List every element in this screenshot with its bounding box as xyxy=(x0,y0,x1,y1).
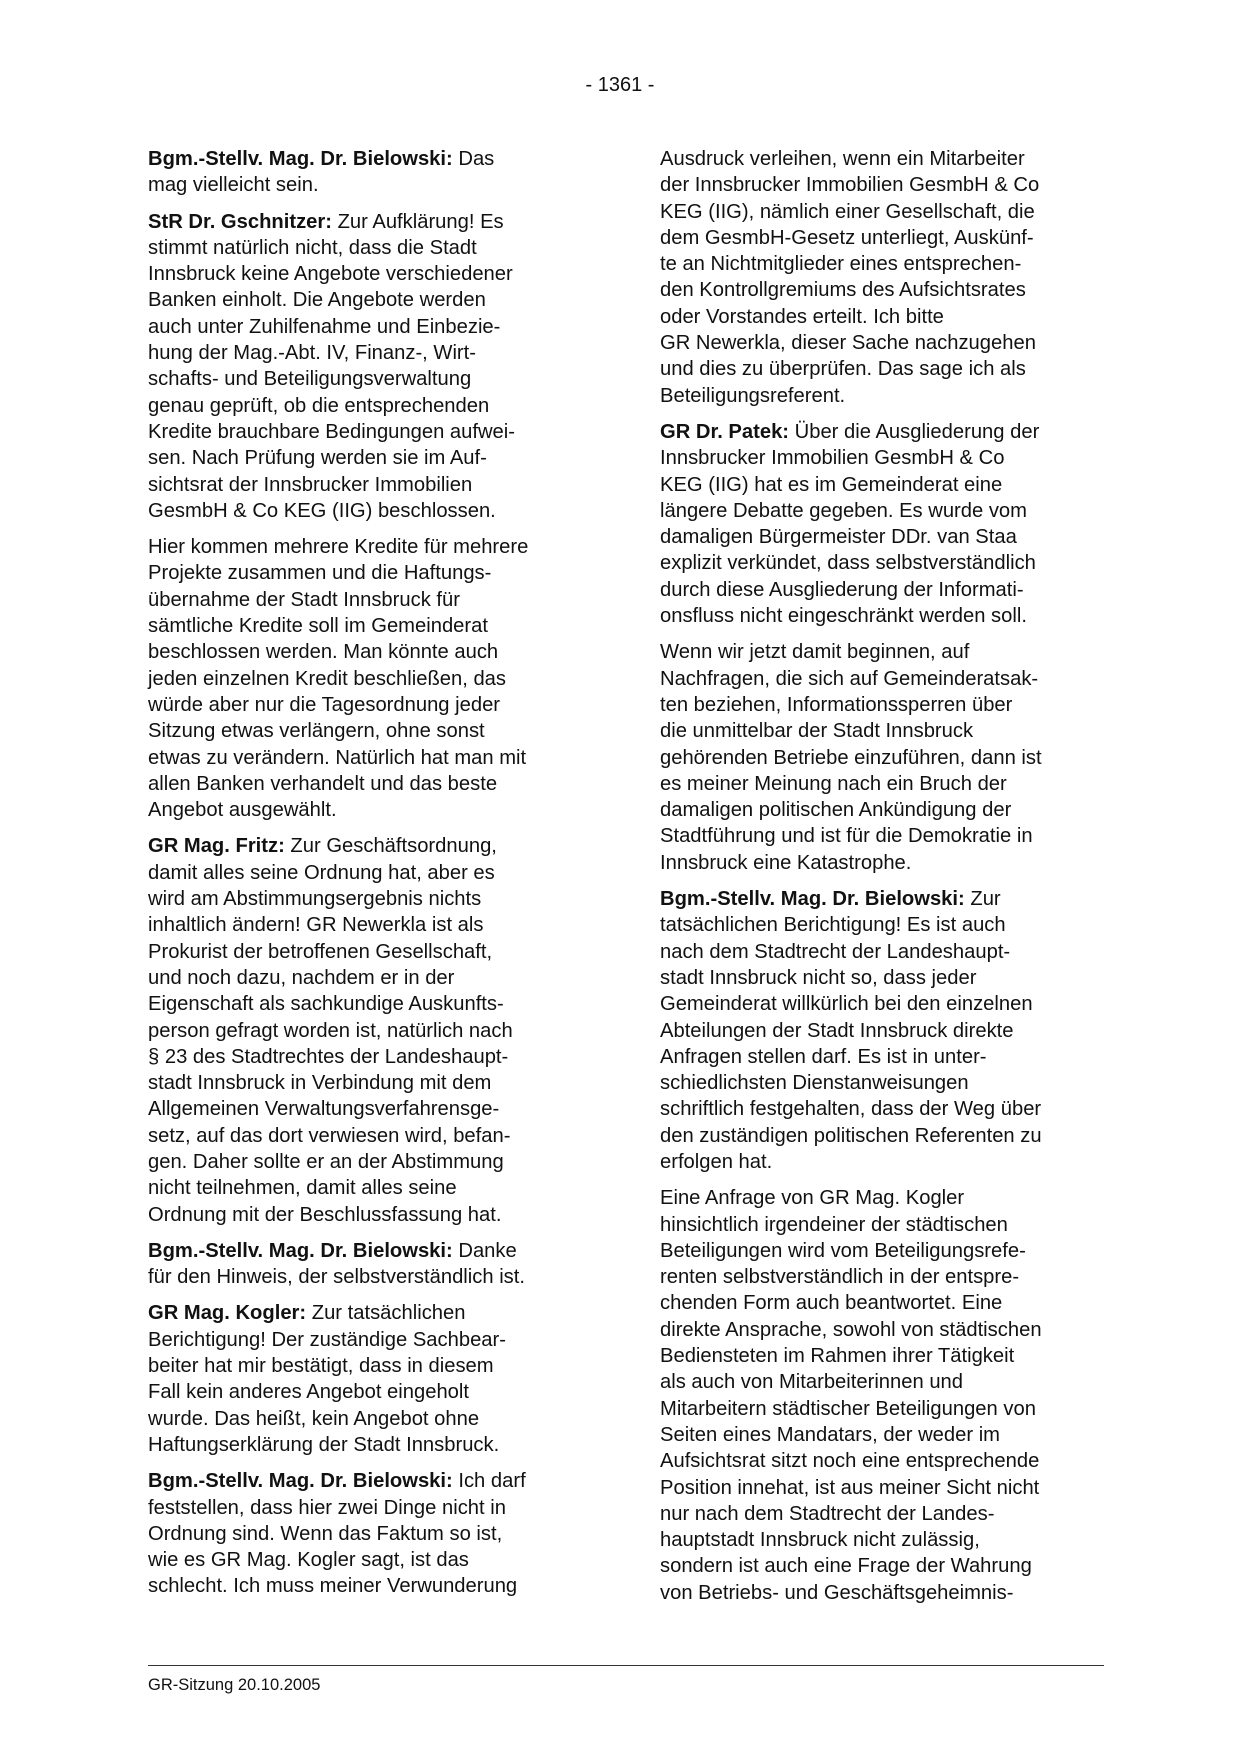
text-line xyxy=(148,833,598,859)
text-line xyxy=(660,472,1110,498)
text-line xyxy=(148,1379,598,1405)
text-line xyxy=(660,1396,1110,1422)
text-line xyxy=(660,1448,1110,1474)
line-text: stadt Innsbruck nicht so, dass jeder xyxy=(660,966,977,989)
text-line xyxy=(660,1501,1110,1527)
line-text: nach dem Stadtrecht der Landeshaupt- xyxy=(660,940,1011,963)
line-text: explizit verkündet, dass selbstverständlich xyxy=(660,552,1036,575)
text-line xyxy=(148,965,598,991)
line-text: Abteilungen der Stadt Innsbruck direkte xyxy=(660,1019,1014,1042)
speaker-name: GR Dr. Patek: xyxy=(660,420,790,443)
line-text: schiedlichsten Dienstanweisungen xyxy=(660,1072,969,1095)
line-text: dem GesmbH-Gesetz unterliegt, Auskünf- xyxy=(660,226,1034,249)
line-text: oder Vorstandes erteilt. Ich bitte xyxy=(660,305,944,328)
paragraph xyxy=(148,534,598,823)
text-line xyxy=(660,1149,1110,1175)
text-line xyxy=(148,472,598,498)
line-text: GR Newerkla, dieser Sache nachzugehen xyxy=(660,332,1036,355)
text-line xyxy=(148,393,598,419)
text-line xyxy=(660,965,1110,991)
text-line xyxy=(660,146,1110,172)
text-line xyxy=(660,277,1110,303)
text-line xyxy=(660,771,1110,797)
text-line xyxy=(148,912,598,938)
line-text: Haftungserklärung der Stadt Innsbruck. xyxy=(148,1433,500,1456)
text-line xyxy=(660,797,1110,823)
speaker-name: Bgm.-Stellv. Mag. Dr. Bielowski: xyxy=(148,148,453,170)
text-line xyxy=(148,1123,598,1149)
line-text: jeden einzelnen Kredit beschließen, das xyxy=(148,667,507,690)
text-line xyxy=(148,498,598,524)
text-line xyxy=(660,692,1110,718)
line-text: renten selbstverständlich in der entspre- xyxy=(660,1266,1020,1289)
line-text: Anfragen stellen darf. Es ist in unter- xyxy=(660,1045,987,1068)
text-line xyxy=(148,1573,598,1599)
line-text: feststellen, dass hier zwei Dinge nicht in xyxy=(148,1496,506,1519)
text-line xyxy=(660,745,1110,771)
text-line xyxy=(148,1327,598,1353)
line-text: längere Debatte gegeben. Es wurde vom xyxy=(660,499,1027,522)
line-text: hauptstadt Innsbruck nicht zulässig, xyxy=(660,1529,980,1552)
line-text: Zur tatsächlichen xyxy=(306,1302,466,1325)
page-number: - 1361 - xyxy=(585,74,655,96)
text-line xyxy=(660,886,1110,912)
text-line xyxy=(148,639,598,665)
text-line xyxy=(660,419,1110,445)
text-line xyxy=(660,251,1110,277)
line-text: und dies zu überprüfen. Das sage ich als xyxy=(660,358,1026,381)
text-line xyxy=(148,587,598,613)
text-line xyxy=(148,1495,598,1521)
text-line xyxy=(660,1527,1110,1553)
speaker-name: GR Mag. Kogler: xyxy=(148,1302,307,1325)
text-line xyxy=(660,1369,1110,1395)
text-line xyxy=(148,445,598,471)
text-line xyxy=(660,356,1110,382)
line-text: den zuständigen politischen Referenten zu xyxy=(660,1124,1042,1147)
text-line xyxy=(148,771,598,797)
text-line xyxy=(660,1044,1110,1070)
line-text: Über die Ausgliederung der xyxy=(789,420,1040,443)
text-line xyxy=(148,991,598,1017)
line-text: Eine Anfrage von GR Mag. Kogler xyxy=(660,1187,965,1210)
speaker-name: Bgm.-Stellv. Mag. Dr. Bielowski: xyxy=(148,1470,453,1493)
line-text: Prokurist der betroffenen Gesellschaft, xyxy=(148,940,493,963)
line-text: gehörenden Betriebe einzuführen, dann ist xyxy=(660,746,1042,769)
text-line xyxy=(660,639,1110,665)
text-line xyxy=(148,692,598,718)
text-line xyxy=(148,860,598,886)
text-line xyxy=(148,1096,598,1122)
line-text: Innsbrucker Immobilien GesmbH & Co xyxy=(660,447,1005,470)
text-line xyxy=(660,1580,1110,1606)
text-line xyxy=(148,1070,598,1096)
line-text: schriftlich festgehalten, dass der Weg über xyxy=(660,1098,1042,1121)
line-text: gen. Daher sollte er an der Abstimmung xyxy=(148,1150,504,1173)
line-text: Zur xyxy=(964,888,1001,911)
text-line xyxy=(660,991,1110,1017)
line-text: direkte Ansprache, sowohl von städtischen xyxy=(660,1318,1042,1341)
text-line xyxy=(660,666,1110,692)
line-text: übernahme der Stadt Innsbruck für xyxy=(148,588,460,611)
line-text: onsfluss nicht eingeschränkt werden soll. xyxy=(660,605,1027,628)
line-text: GesmbH & Co KEG (IIG) beschlossen. xyxy=(148,499,496,522)
footer-divider xyxy=(148,1665,1104,1666)
line-text: Mitarbeitern städtischer Beteiligungen von xyxy=(660,1397,1036,1420)
text-line xyxy=(148,1149,598,1175)
paragraph xyxy=(148,209,598,525)
line-text: stadt Innsbruck in Verbindung mit dem xyxy=(148,1072,492,1095)
line-text: inhaltlich ändern! GR Newerkla ist als xyxy=(148,914,484,937)
paragraph xyxy=(660,886,1110,1175)
line-text: als auch von Mitarbeiterinnen und xyxy=(660,1371,963,1394)
text-line xyxy=(148,1432,598,1458)
text-line xyxy=(660,524,1110,550)
text-line xyxy=(660,1212,1110,1238)
line-text: chenden Form auch beantwortet. Eine xyxy=(660,1292,1003,1315)
text-line xyxy=(660,1553,1110,1579)
line-text: schlecht. Ich muss meiner Verwunderung xyxy=(148,1575,518,1598)
line-text: Nachfragen, die sich auf Gemeinderatsak- xyxy=(660,667,1039,690)
text-line xyxy=(148,1468,598,1494)
line-text: wie es GR Mag. Kogler sagt, ist das xyxy=(148,1549,469,1572)
line-text: Zur Geschäftsordnung, xyxy=(284,835,497,858)
line-text: Das xyxy=(452,148,495,170)
text-line xyxy=(148,261,598,287)
line-text: Allgemeinen Verwaltungsverfahrensge- xyxy=(148,1098,500,1121)
line-text: schafts- und Beteiligungsverwaltung xyxy=(148,368,472,391)
line-text: sen. Nach Prüfung werden sie im Auf- xyxy=(148,447,487,470)
line-text: Sitzung etwas verlängern, ohne sonst xyxy=(148,720,485,743)
text-line xyxy=(660,383,1110,409)
line-text: Bediensteten im Rahmen ihrer Tätigkeit xyxy=(660,1345,1015,1368)
text-line xyxy=(660,577,1110,603)
text-line xyxy=(148,1202,598,1228)
line-text: Banken einholt. Die Angebote werden xyxy=(148,289,486,312)
line-text: mag vielleicht sein. xyxy=(148,174,319,197)
line-text: durch diese Ausgliederung der Informati- xyxy=(660,578,1024,601)
text-line xyxy=(660,304,1110,330)
line-text: genau geprüft, ob die entsprechenden xyxy=(148,394,490,417)
text-line xyxy=(660,550,1110,576)
speaker-name: StR Dr. Gschnitzer: xyxy=(148,210,332,233)
line-text: beiter hat mir bestätigt, dass in diesem xyxy=(148,1355,494,1378)
line-text: Zur Aufklärung! Es xyxy=(331,210,504,233)
line-text: von Betriebs- und Geschäftsgeheimnis- xyxy=(660,1581,1014,1604)
line-text: te an Nichtmitglieder eines entsprechen- xyxy=(660,253,1022,276)
line-text: hinsichtlich irgendeiner der städtischen xyxy=(660,1213,1008,1236)
paragraph xyxy=(148,1468,598,1599)
line-text: allen Banken verhandelt und das beste xyxy=(148,772,498,795)
line-text: hung der Mag.-Abt. IV, Finanz-, Wirt- xyxy=(148,342,476,365)
line-text: Aufsichtsrat sitzt noch eine entsprechende xyxy=(660,1450,1040,1473)
text-line xyxy=(148,146,598,172)
line-text: Ordnung sind. Wenn das Faktum so ist, xyxy=(148,1522,503,1545)
line-text: es meiner Meinung nach ein Bruch der xyxy=(660,772,1007,795)
line-text: damit alles seine Ordnung hat, aber es xyxy=(148,861,495,884)
line-text: KEG (IIG), nämlich einer Gesellschaft, die xyxy=(660,200,1035,223)
line-text: wurde. Das heißt, kein Angebot ohne xyxy=(148,1407,480,1430)
line-text: tatsächlichen Berichtigung! Es ist auch xyxy=(660,914,1006,937)
text-line xyxy=(148,287,598,313)
line-text: § 23 des Stadtrechtes der Landeshaupt- xyxy=(148,1045,509,1068)
line-text: würde aber nur die Tagesordnung jeder xyxy=(148,693,501,716)
line-text: Kredite brauchbare Bedingungen aufwei- xyxy=(148,420,515,443)
text-line xyxy=(148,340,598,366)
line-text: KEG (IIG) hat es im Gemeinderat eine xyxy=(660,473,1003,496)
line-text: nicht teilnehmen, damit alles seine xyxy=(148,1177,457,1200)
text-line xyxy=(148,666,598,692)
text-line xyxy=(148,1018,598,1044)
line-text: setz, auf das dort verwiesen wird, befan- xyxy=(148,1124,511,1147)
text-line xyxy=(660,330,1110,356)
text-line xyxy=(148,939,598,965)
text-line xyxy=(660,445,1110,471)
text-line xyxy=(660,850,1110,876)
text-line xyxy=(148,235,598,261)
line-text: damaligen politischen Ankündigung der xyxy=(660,799,1012,822)
text-line xyxy=(148,1406,598,1432)
line-text: Ordnung mit der Beschlussfassung hat. xyxy=(148,1203,502,1226)
line-text: Ausdruck verleihen, wenn ein Mitarbeiter xyxy=(660,148,1025,170)
text-line xyxy=(148,797,598,823)
paragraph xyxy=(660,1185,1110,1606)
line-text: nur nach dem Stadtrecht der Landes- xyxy=(660,1502,995,1525)
footer-session-date: GR-Sitzung 20.10.2005 xyxy=(148,1676,321,1694)
text-line xyxy=(148,366,598,392)
line-text: Berichtigung! Der zuständige Sachbear- xyxy=(148,1328,506,1351)
text-line xyxy=(660,1185,1110,1211)
text-line xyxy=(148,419,598,445)
text-line xyxy=(148,534,598,560)
line-text: sämtliche Kredite soll im Gemeinderat xyxy=(148,615,488,638)
line-text: Seiten eines Mandatars, der weder im xyxy=(660,1423,1000,1446)
text-line xyxy=(660,1290,1110,1316)
paragraph xyxy=(660,639,1110,876)
text-line xyxy=(660,1264,1110,1290)
text-line xyxy=(660,1123,1110,1149)
paragraph xyxy=(148,833,598,1227)
text-line xyxy=(660,1070,1110,1096)
line-text: für den Hinweis, der selbstverständlich ist. xyxy=(148,1266,525,1289)
right-column xyxy=(660,146,1110,1616)
paragraph xyxy=(148,1238,598,1291)
line-text: Beteiligungen wird vom Beteiligungsrefe- xyxy=(660,1239,1026,1262)
text-line xyxy=(660,1238,1110,1264)
line-text: Innsbruck eine Katastrophe. xyxy=(660,851,912,874)
paragraph xyxy=(148,146,598,199)
text-line xyxy=(148,1300,598,1326)
text-line xyxy=(148,172,598,198)
paragraph xyxy=(660,419,1110,629)
text-line xyxy=(660,1317,1110,1343)
text-line xyxy=(660,1422,1110,1448)
text-line xyxy=(148,1521,598,1547)
left-column xyxy=(148,146,598,1610)
line-text: etwas zu verändern. Natürlich hat man mit xyxy=(148,746,527,769)
line-text: der Innsbrucker Immobilien GesmbH & Co xyxy=(660,174,1040,197)
text-line xyxy=(660,1475,1110,1501)
speaker-name: Bgm.-Stellv. Mag. Dr. Bielowski: xyxy=(148,1239,453,1262)
text-line xyxy=(148,718,598,744)
line-text: Fall kein anderes Angebot eingeholt xyxy=(148,1381,469,1404)
line-text: ten beziehen, Informationssperren über xyxy=(660,693,1013,716)
line-text: Eigenschaft als sachkundige Auskunfts- xyxy=(148,993,504,1016)
line-text: stimmt natürlich nicht, dass die Stadt xyxy=(148,236,477,259)
text-line xyxy=(660,199,1110,225)
line-text: person gefragt worden ist, natürlich nach xyxy=(148,1019,513,1042)
line-text: beschlossen werden. Man könnte auch xyxy=(148,641,499,664)
text-line xyxy=(660,225,1110,251)
text-line xyxy=(660,498,1110,524)
text-line xyxy=(660,912,1110,938)
text-line xyxy=(660,939,1110,965)
line-text: sichtsrat der Innsbrucker Immobilien xyxy=(148,473,473,496)
text-line xyxy=(660,1018,1110,1044)
line-text: Gemeinderat willkürlich bei den einzelnen xyxy=(660,993,1033,1016)
text-line xyxy=(660,823,1110,849)
line-text: und noch dazu, nachdem er in der xyxy=(148,966,455,989)
text-line xyxy=(148,560,598,586)
text-line xyxy=(660,603,1110,629)
text-line xyxy=(660,1096,1110,1122)
line-text: Position innehat, ist aus meiner Sicht nicht xyxy=(660,1476,1040,1499)
text-line xyxy=(660,718,1110,744)
text-line xyxy=(148,745,598,771)
line-text: Ich darf xyxy=(452,1470,526,1493)
text-line xyxy=(148,1264,598,1290)
line-text: Wenn wir jetzt damit beginnen, auf xyxy=(660,641,970,664)
text-line xyxy=(148,314,598,340)
text-line xyxy=(148,886,598,912)
paragraph xyxy=(148,1300,598,1458)
line-text: Danke xyxy=(452,1239,517,1262)
text-line xyxy=(148,1547,598,1573)
line-text: Angebot ausgewählt. xyxy=(148,799,337,822)
text-line xyxy=(660,1343,1110,1369)
line-text: damaligen Bürgermeister DDr. van Staa xyxy=(660,526,1017,549)
line-text: sondern ist auch eine Frage der Wahrung xyxy=(660,1555,1032,1578)
paragraph xyxy=(660,146,1110,409)
text-line xyxy=(148,209,598,235)
text-line xyxy=(148,1044,598,1070)
speaker-name: GR Mag. Fritz: xyxy=(148,835,285,858)
line-text: die unmittelbar der Stadt Innsbruck xyxy=(660,720,974,743)
line-text: Projekte zusammen und die Haftungs- xyxy=(148,562,492,585)
text-line xyxy=(660,172,1110,198)
text-line xyxy=(148,1238,598,1264)
line-text: auch unter Zuhilfenahme und Einbezie- xyxy=(148,315,501,338)
line-text: Hier kommen mehrere Kredite für mehrere xyxy=(148,536,529,559)
line-text: erfolgen hat. xyxy=(660,1150,773,1173)
text-line xyxy=(148,1175,598,1201)
line-text: wird am Abstimmungsergebnis nichts xyxy=(148,888,482,911)
text-line xyxy=(148,1353,598,1379)
line-text: Stadtführung und ist für die Demokratie in xyxy=(660,825,1033,848)
line-text: Beteiligungsreferent. xyxy=(660,384,846,407)
text-line xyxy=(148,613,598,639)
speaker-name: Bgm.-Stellv. Mag. Dr. Bielowski: xyxy=(660,888,965,911)
line-text: Innsbruck keine Angebote verschiedener xyxy=(148,263,513,286)
line-text: den Kontrollgremiums des Aufsichtsrates xyxy=(660,279,1026,302)
